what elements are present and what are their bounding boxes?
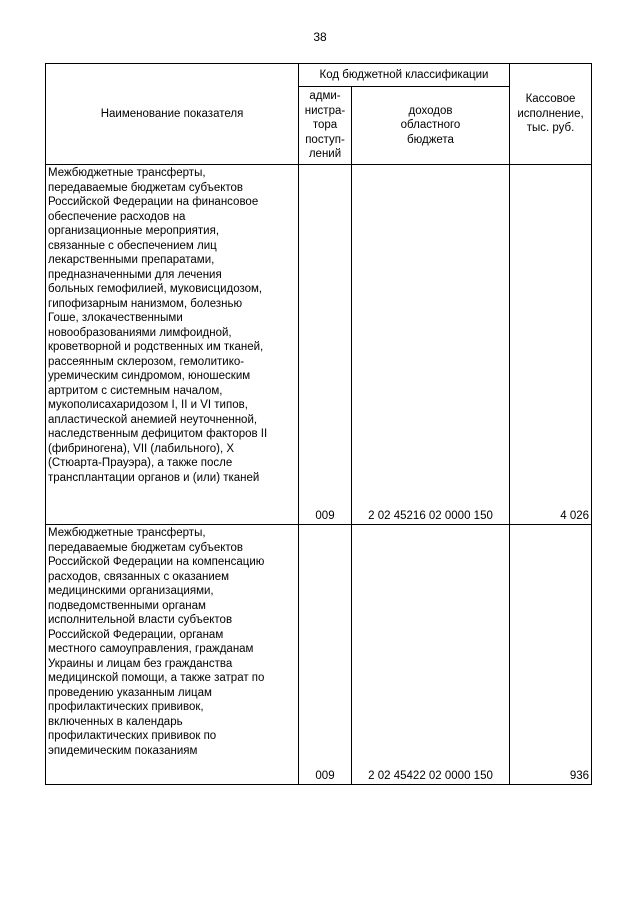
page-number: 38	[313, 30, 327, 44]
row-budget-code: 2 02 45216 02 0000 150	[352, 165, 510, 525]
row-admin-code: 009	[299, 525, 352, 785]
header-budget-code: Код бюджетной классификации	[299, 64, 510, 87]
header-cash-execution-label: Кассовое исполнение, тыс. руб.	[517, 93, 584, 135]
header-regional-income	[352, 87, 510, 165]
header-row-top	[46, 64, 592, 87]
table-row	[46, 525, 592, 785]
header-cash-execution	[510, 64, 592, 165]
header-regional-income-label: доходов областного бюджета	[400, 104, 461, 146]
table-row	[46, 165, 592, 525]
row-description: Межбюджетные трансферты, передаваемые бюджетам субъектов Российской Федерации на финансовое обеспечение расходов на организационные мероприятия, связанные с обеспечением лиц лекарственными препаратами, предназначенными для лечения больных гемофилией, муковисцидозом, гипофизарным нанизмом, болезнью Гоше, злокачественными новообразованиями лимфоидной, кроветворной и родственных им тканей, рассеянным склерозом, гемолитико- уремическим синдромом, юношеским артритом с системным началом, мукополисахаридозом I, II и VI типов, апластической анемией неуточненной, наследственным дефицитом факторов II (фибриногена), VII (лабильного), X (Стюарта-Прауэра), а также после трансплантации органов и (или) тканей	[46, 165, 299, 525]
row-admin-code: 009	[299, 165, 352, 525]
header-indicator-name: Наименование показателя	[46, 64, 299, 165]
row-description: Межбюджетные трансферты, передаваемые бюджетам субъектов Российской Федерации на компенсацию расходов, связанных с оказанием медицинскими организациями, подведомственными органам исполнительной власти субъектов Российской Федерации, органам местного самоуправления, гражданам Украины и лицам без гражданства медицинской помощи, а также затрат по проведению указанным лицам профилактических прививок, включенных в календарь профилактических прививок по эпидемическим показаниям	[46, 525, 299, 785]
row-budget-code: 2 02 45422 02 0000 150	[352, 525, 510, 785]
header-administrator	[299, 87, 352, 165]
row-amount: 4 026	[510, 165, 592, 525]
row-amount: 936	[510, 525, 592, 785]
header-administrator-label: адми- нистра- тора поступ- лений	[304, 90, 346, 161]
budget-table	[45, 63, 592, 785]
